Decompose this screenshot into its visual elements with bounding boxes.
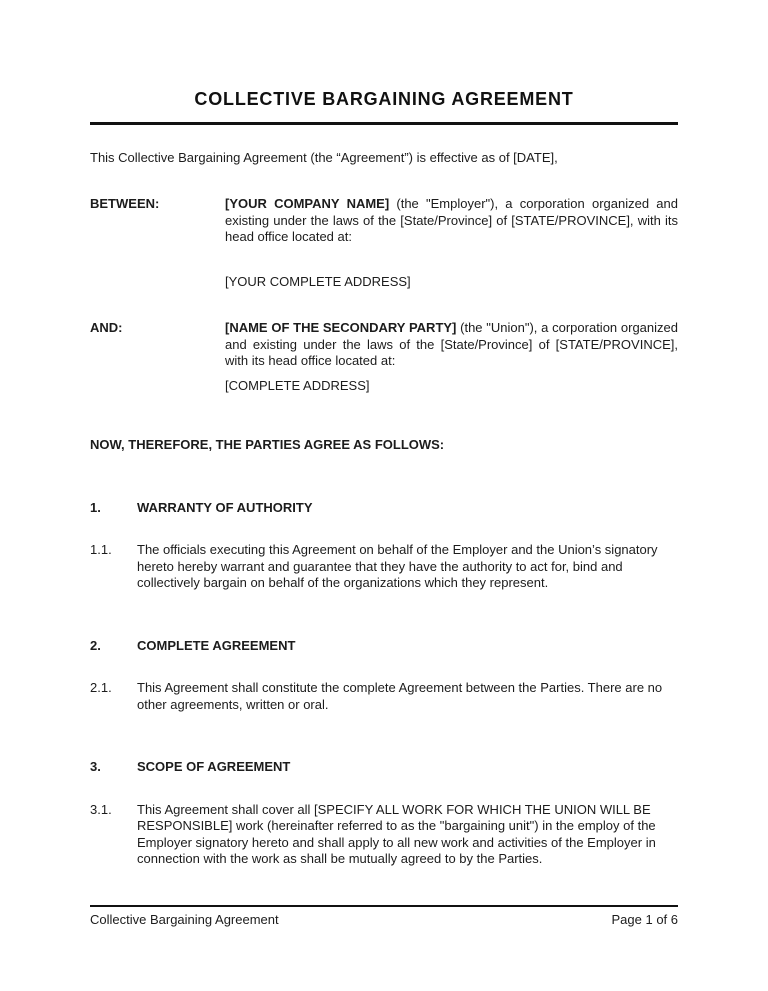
- party-row-and: [90, 320, 678, 370]
- party-name: [YOUR COMPANY NAME]: [225, 196, 390, 212]
- document-title: COLLECTIVE BARGAINING AGREEMENT: [194, 89, 574, 109]
- clause-text: The officials executing this Agreement on behalf of the Employer and the Union’s signatory hereto hereby warrant and guarantee that they have the authority to act for, bind and collectively bargain on behalf of the organizations which they represent.: [137, 542, 658, 591]
- clause-number: 3.1.: [90, 801, 112, 817]
- section-number: 3.: [90, 759, 101, 775]
- section-heading-complete-agreement: [90, 638, 678, 655]
- section-heading-scope: [90, 759, 678, 776]
- section-title: COMPLETE AGREEMENT: [137, 637, 296, 653]
- party-description-text: (the "Employer"), a corporation organized and existing under the laws of the [State/Province] of [STATE/PROVINCE], with its head office located at:: [225, 196, 678, 245]
- indent-spacer: [90, 378, 225, 395]
- party-name: [NAME OF THE SECONDARY PARTY]: [225, 320, 457, 336]
- party-row-between: [90, 196, 678, 246]
- clause-row: [90, 542, 678, 592]
- indent-spacer: [90, 274, 225, 291]
- party-address: [COMPLETE ADDRESS]: [225, 377, 370, 393]
- title-rule: [90, 122, 678, 125]
- clause-text: This Agreement shall constitute the complete Agreement between the Parties. There are no other agreements, written or oral.: [137, 680, 663, 712]
- section-heading-warranty: [90, 500, 678, 517]
- clause-row: [90, 802, 678, 868]
- clause-number: 1.1.: [90, 542, 112, 558]
- section-title: WARRANTY OF AUTHORITY: [137, 499, 313, 515]
- footer-page-number: Page 1 of 6: [611, 911, 678, 927]
- footer-row: [90, 912, 678, 929]
- clause-text: This Agreement shall cover all [SPECIFY ALL WORK FOR WHICH THE UNION WILL BE RESPONSIBLE] work (hereinafter referred to as the "bargaining unit") in the employ of the Employer signatory hereto and shall apply to all new work and activities of the Employer in connection with the work as shall be mutually agreed to by the Parties.: [137, 801, 656, 867]
- party-address-row: [90, 274, 678, 291]
- clause-row: [90, 680, 678, 713]
- section-number: 2.: [90, 637, 101, 653]
- section-title: SCOPE OF AGREEMENT: [137, 759, 291, 775]
- party-description-text: (the "Union"), a corporation organized and existing under the laws of the [State/Province] of [STATE/PROVINCE], with its head office located at:: [225, 320, 678, 369]
- agreement-clause: NOW, THEREFORE, THE PARTIES AGREE AS FOLLOWS:: [90, 437, 445, 453]
- party-label: AND:: [90, 320, 123, 336]
- party-description: [225, 196, 678, 246]
- intro-paragraph: This Collective Bargaining Agreement (the “Agreement”) is effective as of [DATE],: [90, 149, 558, 165]
- party-address: [YOUR COMPLETE ADDRESS]: [225, 273, 411, 289]
- clause-number: 2.1.: [90, 680, 112, 696]
- party-address-row: [90, 378, 678, 395]
- section-number: 1.: [90, 499, 101, 515]
- party-label: BETWEEN:: [90, 196, 160, 212]
- party-description: [225, 320, 678, 370]
- page-footer: [90, 905, 678, 929]
- footer-rule: [90, 905, 678, 907]
- footer-document-title: Collective Bargaining Agreement: [90, 911, 279, 927]
